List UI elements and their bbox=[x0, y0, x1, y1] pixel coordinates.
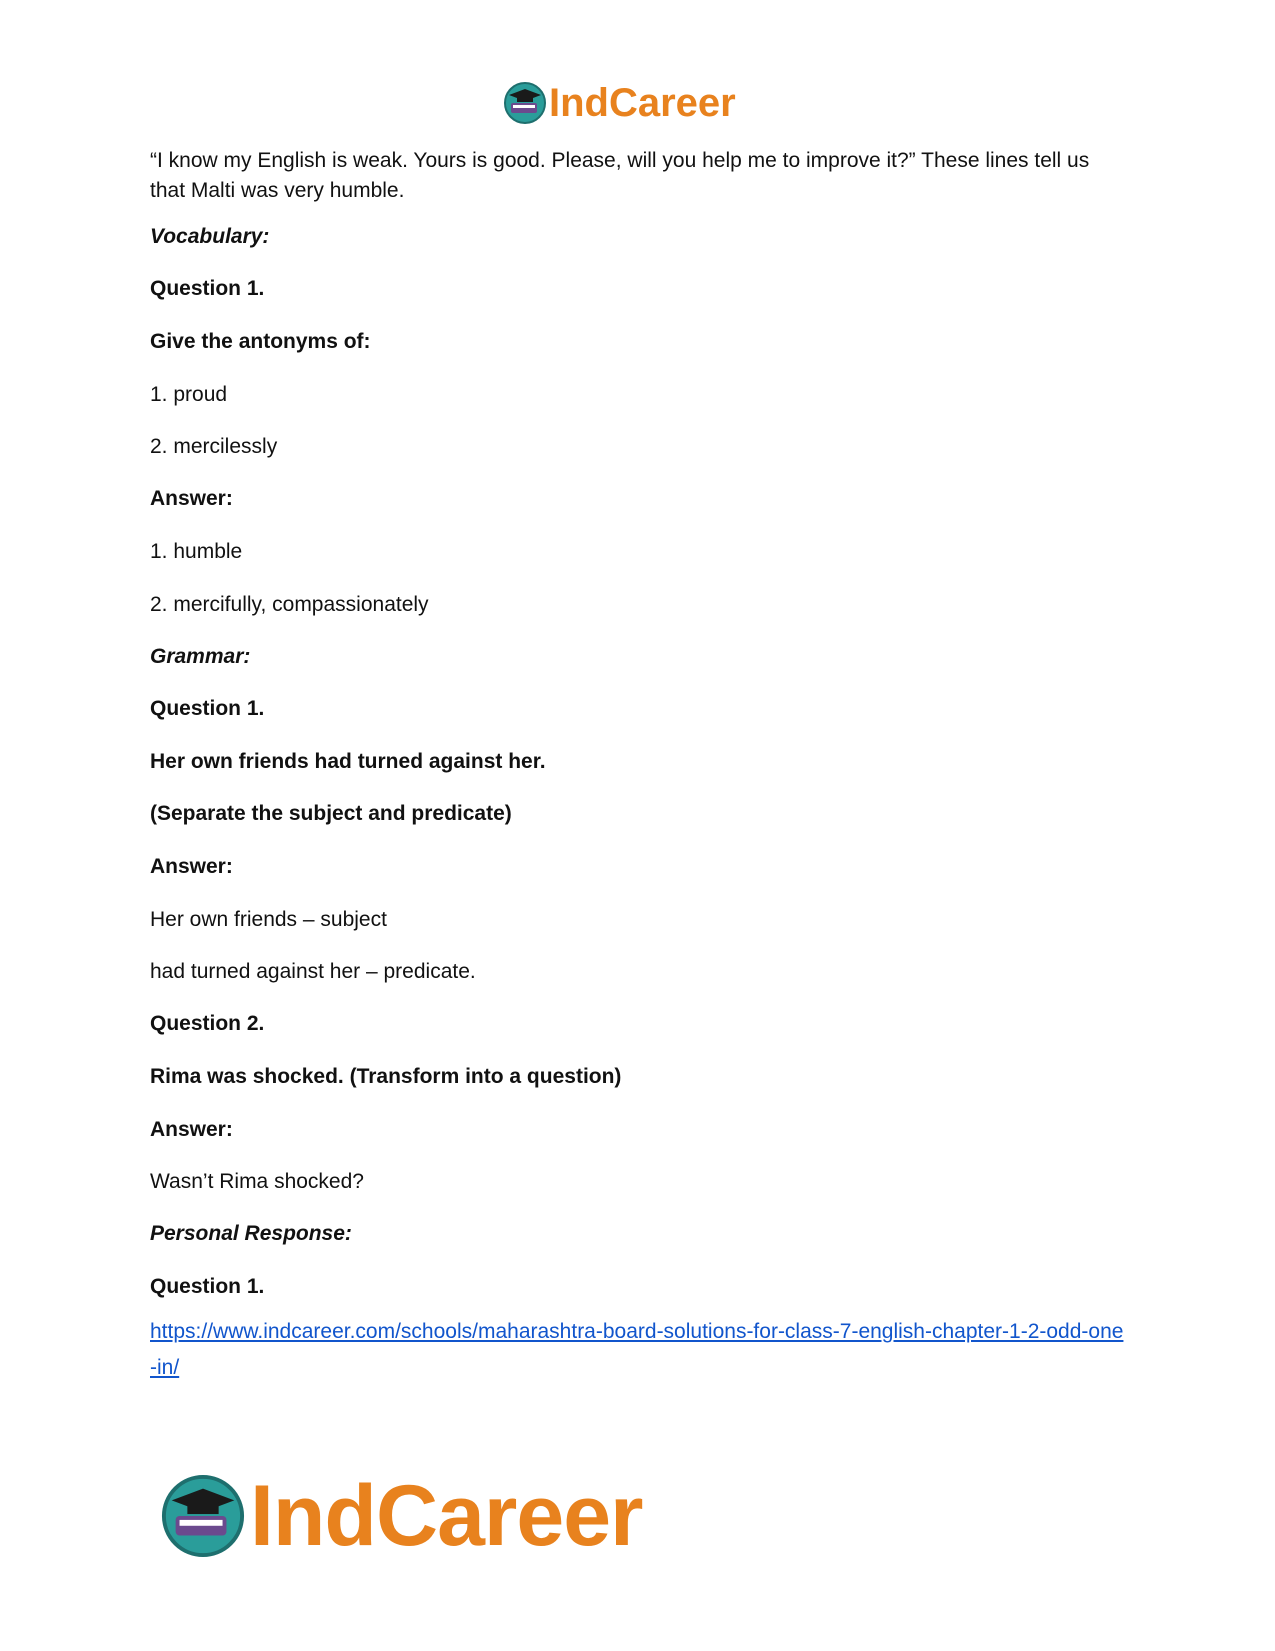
grammar-question-prompt: Her own friends had turned against her. bbox=[150, 750, 546, 773]
vocab-answer: 2. mercifully, compassionately bbox=[150, 593, 429, 616]
grammar-answer: Her own friends – subject bbox=[150, 908, 387, 931]
grammar-answer-label: Answer: bbox=[150, 855, 233, 878]
grammar-answer: Wasn’t Rima shocked? bbox=[150, 1170, 364, 1193]
personal-response-heading: Personal Response: bbox=[150, 1222, 352, 1245]
vocab-question-prompt: Give the antonyms of: bbox=[150, 330, 371, 353]
vocab-answer: 1. humble bbox=[150, 540, 243, 563]
personal-question-label: Question 1. bbox=[150, 1275, 265, 1298]
vocab-item: 1. proud bbox=[150, 383, 228, 406]
grammar-answer-label: Answer: bbox=[150, 1118, 233, 1141]
grammar-answer: had turned against her – predicate. bbox=[150, 960, 476, 983]
source-link[interactable]: https://www.indcareer.com/schools/maharashtra-board-solutions-for-class-7-english-chapter-1-2-odd-one-in/ bbox=[150, 1320, 1124, 1379]
intro-paragraph: “I know my English is weak. Yours is good. Please, will you help me to improve it?” These lines tell us that Malti was very humble. bbox=[150, 149, 1090, 202]
vocab-item: 2. mercilessly bbox=[150, 435, 278, 458]
grammar-question-prompt: Rima was shocked. (Transform into a question) bbox=[150, 1065, 622, 1088]
vocab-question-label: Question 1. bbox=[150, 277, 265, 300]
header-logo bbox=[503, 80, 736, 126]
vocabulary-heading: Vocabulary: bbox=[150, 225, 270, 248]
brand-name: IndCareer bbox=[549, 81, 736, 125]
grammar-question-label: Question 2. bbox=[150, 1012, 265, 1035]
graduation-cap-book-icon bbox=[503, 81, 547, 125]
footer-logo bbox=[160, 1470, 643, 1562]
grammar-question-instruction: (Separate the subject and predicate) bbox=[150, 802, 512, 825]
grammar-question-label: Question 1. bbox=[150, 697, 265, 720]
graduation-cap-book-icon bbox=[160, 1473, 246, 1559]
grammar-heading: Grammar: bbox=[150, 645, 251, 668]
vocab-answer-label: Answer: bbox=[150, 487, 233, 510]
brand-name: IndCareer bbox=[250, 1468, 643, 1564]
